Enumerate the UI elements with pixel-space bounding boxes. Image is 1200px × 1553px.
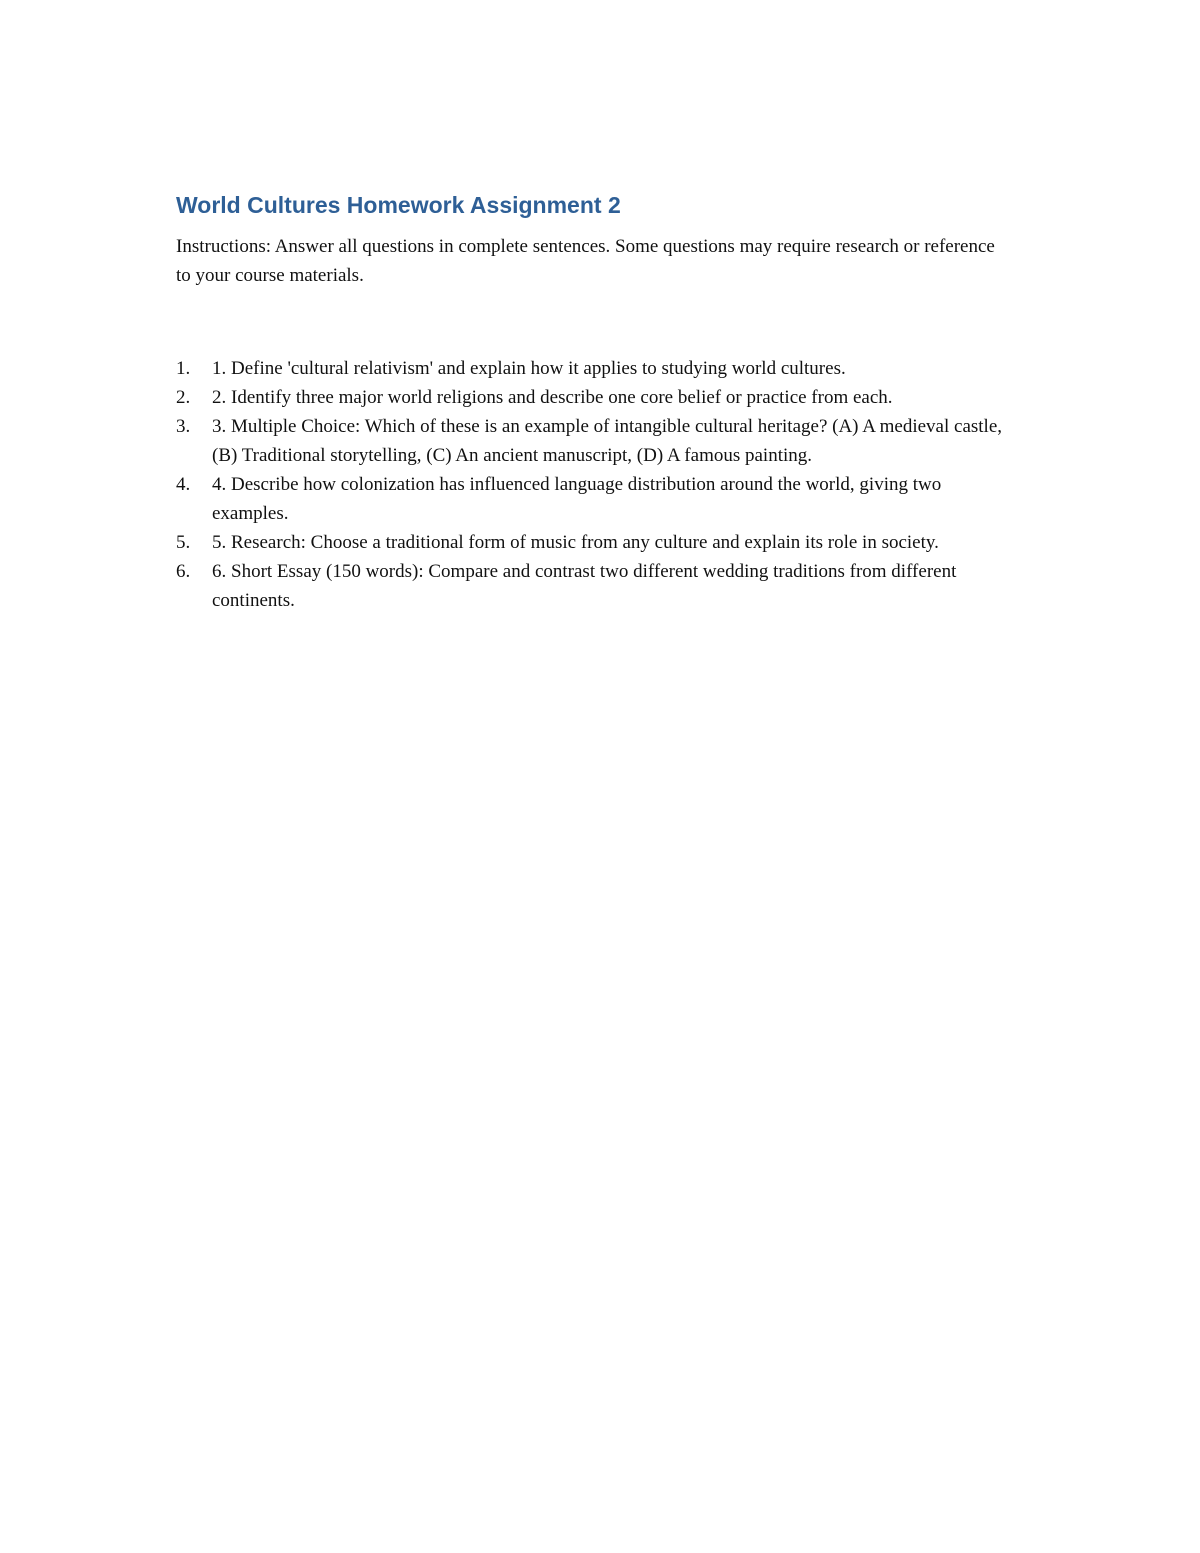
question-number: 3. [176, 416, 191, 437]
question-number: 5. [176, 532, 191, 553]
question-number: 6. [176, 561, 191, 582]
question-text: 4. Describe how colonization has influenced language distribution around the world, giving two examples. [212, 474, 942, 524]
question-number: 1. [176, 358, 191, 379]
question-list [176, 354, 1016, 615]
question-text: 5. Research: Choose a traditional form of music from any culture and explain its role in society. [212, 532, 939, 553]
question-text: 2. Identify three major world religions and describe one core belief or practice from each. [212, 387, 893, 408]
question-number: 4. [176, 474, 191, 495]
document-content [176, 190, 1016, 615]
document-title: World Cultures Homework Assignment 2 [176, 192, 621, 218]
question-text: 3. Multiple Choice: Which of these is an example of intangible cultural heritage? (A) A medieval castle, (B) Traditional storytelling, (C) An ancient manuscript, (D) A famous painting. [212, 416, 1003, 466]
question-item-1 [176, 354, 1016, 383]
instructions-text: Instructions: Answer all questions in complete sentences. Some questions may require research or reference to your course materials. [176, 236, 995, 286]
question-text: 6. Short Essay (150 words): Compare and contrast two different wedding traditions from different continents. [212, 561, 957, 611]
question-number: 2. [176, 387, 191, 408]
question-item-6 [176, 557, 1016, 615]
question-text: 1. Define 'cultural relativism' and explain how it applies to studying world cultures. [212, 358, 846, 379]
question-item-4 [176, 470, 1016, 528]
question-item-3 [176, 412, 1016, 470]
question-item-5 [176, 528, 1016, 557]
question-item-2 [176, 383, 1016, 412]
